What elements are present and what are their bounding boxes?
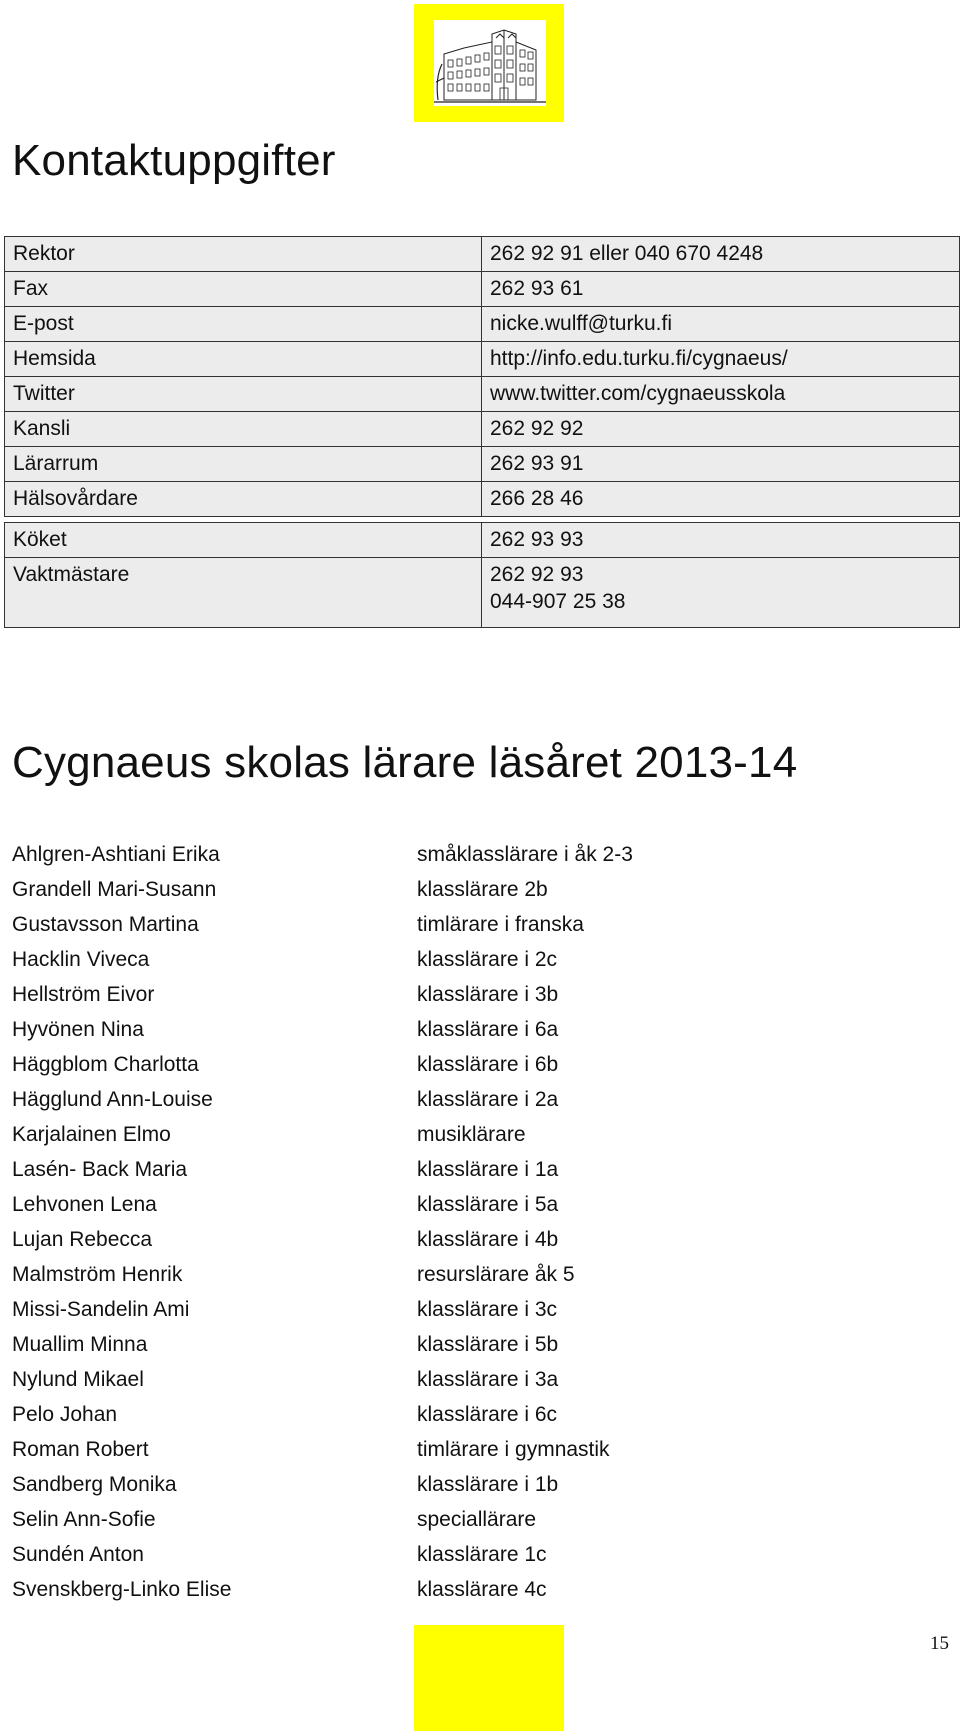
list-item: [12, 1403, 912, 1438]
school-building-icon: [434, 20, 546, 106]
contact-label: Rektor: [5, 237, 482, 272]
list-item: [12, 1578, 912, 1613]
list-item: [12, 983, 912, 1018]
list-item: [12, 1298, 912, 1333]
table-row: [5, 272, 960, 307]
contact-value: nicke.wulff@turku.fi: [482, 307, 960, 342]
teacher-name: Svenskberg-Linko Elise: [12, 1578, 232, 1601]
contact-label: Kansli: [5, 412, 482, 447]
teacher-name: Missi-Sandelin Ami: [12, 1298, 190, 1321]
teacher-role: klasslärare i 2a: [417, 1088, 559, 1111]
teacher-role: klasslärare i 3b: [417, 983, 559, 1006]
table-row: [5, 237, 960, 272]
teacher-role: timlärare i gymnastik: [417, 1438, 610, 1461]
teacher-role: klasslärare 2b: [417, 878, 548, 901]
teacher-name: Lehvonen Lena: [12, 1193, 157, 1216]
teacher-name: Hellström Eivor: [12, 983, 155, 1006]
teacher-name: Hacklin Viveca: [12, 948, 150, 971]
teacher-role: klasslärare i 6b: [417, 1053, 559, 1076]
teacher-role: klasslärare i 6a: [417, 1018, 559, 1041]
table-row: [5, 412, 960, 447]
teacher-role: klasslärare 4c: [417, 1578, 547, 1601]
contact-value: www.twitter.com/cygnaeusskola: [482, 377, 960, 412]
teacher-name: Nylund Mikael: [12, 1368, 144, 1391]
teacher-name: Malmström Henrik: [12, 1263, 183, 1286]
list-item: [12, 948, 912, 983]
teacher-name: Pelo Johan: [12, 1403, 118, 1426]
teacher-name: Häggblom Charlotta: [12, 1053, 199, 1076]
teacher-role: klasslärare 1c: [417, 1543, 547, 1566]
contact-value-cell: [482, 558, 960, 628]
list-item: [12, 1123, 912, 1158]
teacher-role: resurslärare åk 5: [417, 1263, 575, 1286]
teacher-role: klasslärare i 1b: [417, 1473, 559, 1496]
list-item: [12, 1088, 912, 1123]
contact-label: Fax: [5, 272, 482, 307]
list-item: [12, 1368, 912, 1403]
teacher-role: klasslärare i 5b: [417, 1333, 559, 1356]
page-number: 15: [930, 1633, 949, 1654]
list-item: [12, 1193, 912, 1228]
contact-value: 262 93 91: [482, 447, 960, 482]
footer-decoration: [414, 1625, 564, 1731]
contact-value-secondary: 044-907 25 38: [490, 590, 626, 613]
teacher-role: klasslärare i 4b: [417, 1228, 559, 1251]
table-row: [5, 377, 960, 412]
list-item: [12, 1438, 912, 1473]
contact-label: Hemsida: [5, 342, 482, 377]
teacher-role: småklasslärare i åk 2-3: [417, 843, 633, 866]
contact-label: Hälsovårdare: [5, 482, 482, 517]
list-item: [12, 1053, 912, 1088]
list-item: [12, 1543, 912, 1578]
contacts-title: Kontaktuppgifter: [12, 136, 336, 185]
teachers-title: Cygnaeus skolas lärare läsåret 2013-14: [12, 738, 798, 787]
teacher-role: klasslärare i 6c: [417, 1403, 558, 1426]
school-logo: [414, 4, 564, 122]
teacher-name: Karjalainen Elmo: [12, 1123, 171, 1146]
contact-label: E-post: [5, 307, 482, 342]
list-item: [12, 1158, 912, 1193]
teacher-role: klasslärare i 3c: [417, 1298, 558, 1321]
contact-value: 262 93 93: [482, 523, 960, 558]
contact-value: http://info.edu.turku.fi/cygnaeus/: [482, 342, 960, 377]
contact-value: 262 92 92: [482, 412, 960, 447]
teacher-name: Grandell Mari-Susann: [12, 878, 217, 901]
teacher-role: klasslärare i 3a: [417, 1368, 559, 1391]
table-row: [5, 523, 960, 558]
list-item: [12, 1228, 912, 1263]
teacher-role: klasslärare i 1a: [417, 1158, 559, 1181]
table-row: [5, 342, 960, 377]
list-item: [12, 1018, 912, 1053]
contacts-table: [4, 236, 960, 628]
teacher-name: Lujan Rebecca: [12, 1228, 153, 1251]
list-item: [12, 1508, 912, 1543]
list-item: [12, 843, 912, 878]
contact-value: 262 92 91 eller 040 670 4248: [482, 237, 960, 272]
teacher-name: Gustavsson Martina: [12, 913, 199, 936]
contact-label: Lärarrum: [5, 447, 482, 482]
teacher-name: Hyvönen Nina: [12, 1018, 144, 1041]
list-item: [12, 1333, 912, 1368]
contact-label: Vaktmästare: [5, 558, 482, 628]
table-row: [5, 447, 960, 482]
table-row: [5, 558, 960, 628]
teacher-role: speciallärare: [417, 1508, 537, 1531]
list-item: [12, 913, 912, 948]
teacher-role: klasslärare i 2c: [417, 948, 558, 971]
teacher-role: musiklärare: [417, 1123, 526, 1146]
contact-value: 262 92 93: [490, 563, 584, 586]
teacher-name: Muallim Minna: [12, 1333, 148, 1356]
teacher-name: Selin Ann-Sofie: [12, 1508, 156, 1531]
teacher-name: Sundén Anton: [12, 1543, 144, 1566]
teacher-name: Roman Robert: [12, 1438, 149, 1461]
teacher-name: Hägglund Ann-Louise: [12, 1088, 213, 1111]
contact-label: Köket: [5, 523, 482, 558]
teacher-list: [12, 843, 912, 1613]
list-item: [12, 1473, 912, 1508]
teacher-role: timlärare i franska: [417, 913, 584, 936]
list-item: [12, 878, 912, 913]
contact-label: Twitter: [5, 377, 482, 412]
teacher-role: klasslärare i 5a: [417, 1193, 559, 1216]
teacher-name: Ahlgren-Ashtiani Erika: [12, 843, 220, 866]
table-row: [5, 307, 960, 342]
contact-value: 266 28 46: [482, 482, 960, 517]
table-row: [5, 482, 960, 517]
contact-value: 262 93 61: [482, 272, 960, 307]
list-item: [12, 1263, 912, 1298]
teacher-name: Sandberg Monika: [12, 1473, 177, 1496]
teacher-name: Lasén- Back Maria: [12, 1158, 188, 1181]
